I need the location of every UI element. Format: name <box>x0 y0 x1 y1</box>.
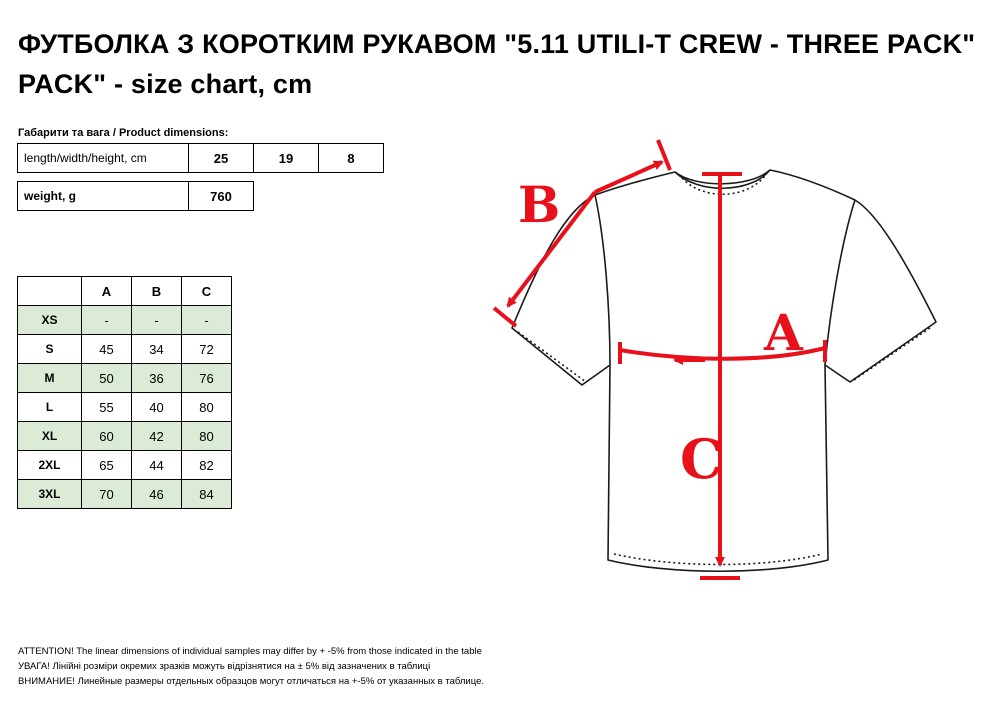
product-weight-table <box>17 181 254 211</box>
table-row <box>18 335 232 364</box>
page-title <box>18 24 976 104</box>
label-c: C <box>680 427 723 491</box>
value-cell-c: 80 <box>182 422 232 451</box>
value-cell-a: 45 <box>82 335 132 364</box>
note-english: ATTENTION! The linear dimensions of individual samples may differ by + -5% from those indicated in the table <box>18 646 482 657</box>
table-row <box>18 480 232 509</box>
note-russian: ВНИМАНИЕ! Линейные размеры отдельных образцов могут отличаться на +-5% от указанных в таблице. <box>18 676 484 687</box>
table-row <box>18 393 232 422</box>
value-cell-a: 60 <box>82 422 132 451</box>
tshirt-outline <box>512 170 936 571</box>
header-cell-size <box>18 277 82 306</box>
value-cell-b: 40 <box>132 393 182 422</box>
size-chart-table <box>17 276 232 509</box>
value-cell-a: 70 <box>82 480 132 509</box>
weight-label: weight, g <box>18 182 189 211</box>
weight-value: 760 <box>189 182 254 211</box>
value-cell-a: - <box>82 306 132 335</box>
label-a: A <box>764 303 803 362</box>
value-cell-c: 76 <box>182 364 232 393</box>
value-cell-a: 65 <box>82 451 132 480</box>
size-cell: 3XL <box>18 480 82 509</box>
dimension-width: 19 <box>254 144 319 173</box>
size-cell: XS <box>18 306 82 335</box>
value-cell-b: - <box>132 306 182 335</box>
dimension-height: 8 <box>319 144 384 173</box>
title-line-2: PACK" - size chart, cm <box>18 69 313 99</box>
product-dimensions-caption: Габарити та вага / Product dimensions: <box>18 127 229 139</box>
header-cell-c: C <box>182 277 232 306</box>
value-cell-c: 72 <box>182 335 232 364</box>
measure-c-length <box>700 174 742 578</box>
value-cell-b: 44 <box>132 451 182 480</box>
value-cell-c: 80 <box>182 393 232 422</box>
disclaimer-notes <box>18 644 484 689</box>
value-cell-a: 50 <box>82 364 132 393</box>
value-cell-c: 82 <box>182 451 232 480</box>
header-cell-a: A <box>82 277 132 306</box>
size-chart-header-row <box>18 277 232 306</box>
value-cell-c: - <box>182 306 232 335</box>
table-row <box>18 451 232 480</box>
table-row <box>18 422 232 451</box>
value-cell-c: 84 <box>182 480 232 509</box>
title-line-1: ФУТБОЛКА З КОРОТКИМ РУКАВОМ "5.11 UTILI-T CREW - THREE PACK" <box>18 29 976 59</box>
product-dimensions-table <box>17 143 384 173</box>
size-cell: 2XL <box>18 451 82 480</box>
note-ukrainian: УВАГА! Лінійні розміри окремих зразків можуть відрізнятися на ± 5% від зазначених в таблиці <box>18 661 431 672</box>
size-cell: S <box>18 335 82 364</box>
size-cell: M <box>18 364 82 393</box>
dimensions-label: length/width/height, cm <box>18 144 189 173</box>
tshirt-measurement-diagram <box>470 120 960 590</box>
size-cell: L <box>18 393 82 422</box>
value-cell-b: 36 <box>132 364 182 393</box>
size-cell: XL <box>18 422 82 451</box>
table-row <box>18 364 232 393</box>
value-cell-b: 46 <box>132 480 182 509</box>
value-cell-a: 55 <box>82 393 132 422</box>
table-row <box>18 306 232 335</box>
dimension-length: 25 <box>189 144 254 173</box>
value-cell-b: 42 <box>132 422 182 451</box>
value-cell-b: 34 <box>132 335 182 364</box>
label-b: B <box>518 175 561 234</box>
header-cell-b: B <box>132 277 182 306</box>
